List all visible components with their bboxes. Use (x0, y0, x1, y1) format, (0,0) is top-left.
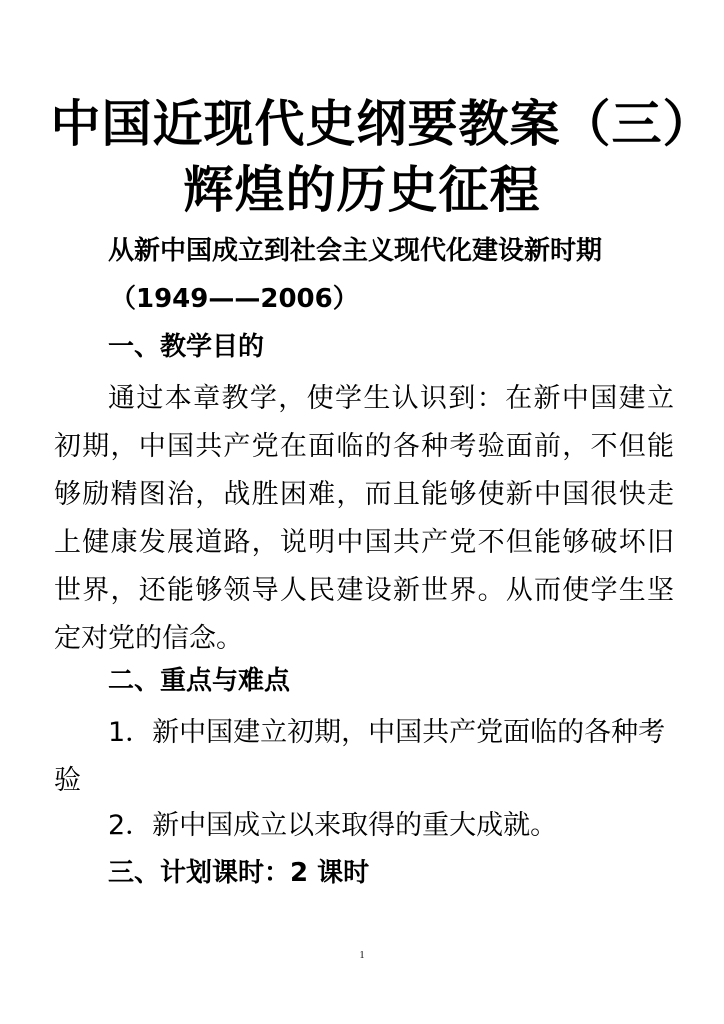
page-number: 1 (359, 950, 365, 961)
document-title-line-1: 中国近现代史纲要教案（三） (50, 95, 714, 153)
section-heading-class-hours: 三、计划课时：2 课时 (108, 858, 370, 888)
document-subtitle: 从新中国成立到社会主义现代化建设新时期 (108, 236, 603, 266)
objectives-paragraph: 通过本章教学，使学生认识到：在新中国建立初期，中国共产党在面临的各种考验面前，不但能够励精图治，战胜困难，而且能够使新中国很快走上健康发展道路，说明中国共产党不但能够破坏旧世界，还能够领导人民建设新世界。从而使学生坚定对党的信念。 (54, 383, 674, 654)
key-point-1: 1．新中国建立初期，中国共产党面临的各种考验 (54, 717, 666, 796)
section-heading-key-points: 二、重点与难点 (108, 666, 291, 696)
document-title-line-2: 辉煌的历史征程 (183, 161, 541, 219)
document-period: （1949——2006） (110, 284, 359, 314)
section-heading-objectives: 一、教学目的 (108, 332, 265, 362)
key-point-2: 2．新中国成立以来取得的重大成就。 (108, 810, 558, 841)
